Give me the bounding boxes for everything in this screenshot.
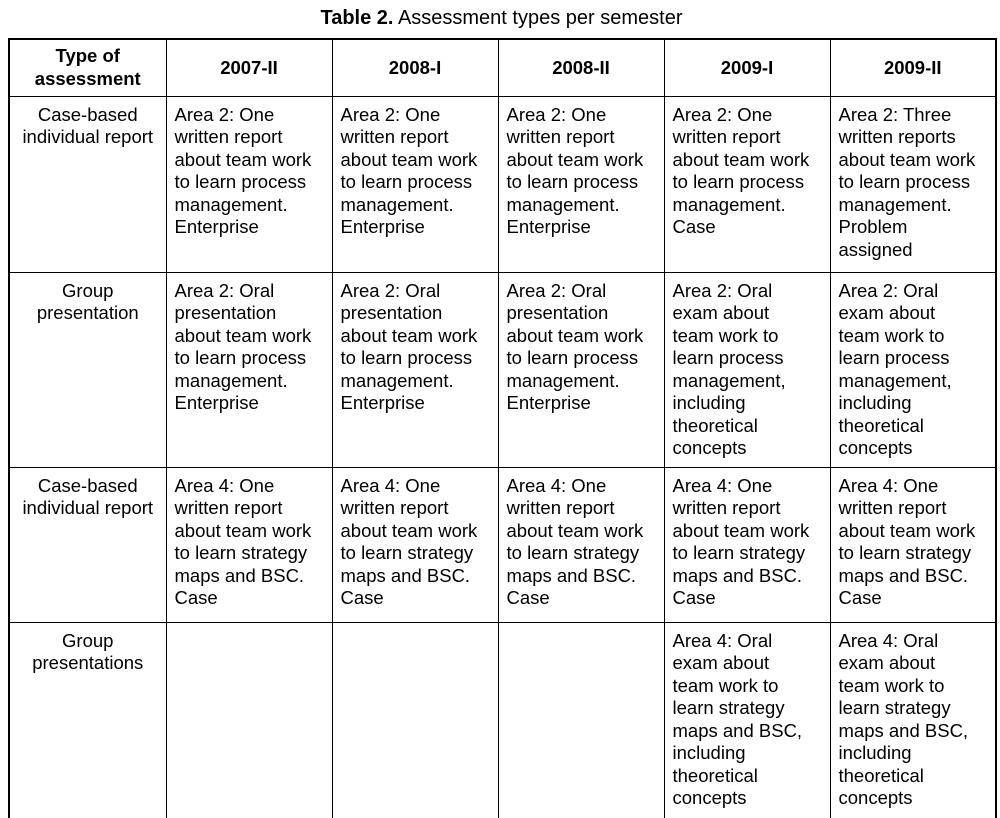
data-cell: Area 4: Oral exam about team work to learn strategy maps and BSC, including theoretical concepts: [830, 622, 996, 818]
data-cell: Area 4: One written report about team work to learn strategy maps and BSC. Case: [498, 467, 664, 622]
table-caption: [8, 6, 995, 30]
data-cell: Area 4: One written report about team work to learn strategy maps and BSC. Case: [830, 467, 996, 622]
data-cell: Area 4: One written report about team work to learn strategy maps and BSC. Case: [166, 467, 332, 622]
data-cell: Area 2: Oral presentation about team work to learn process management. Enterprise: [332, 272, 498, 467]
assessment-table: [8, 38, 997, 818]
table-row-case-based-individual-report-2: [9, 467, 996, 622]
data-cell: Area 4: One written report about team work to learn strategy maps and BSC. Case: [664, 467, 830, 622]
data-cell: Area 2: Three written reports about team work to learn process management. Problem assigned: [830, 96, 996, 272]
header-cell-2009-ii: 2009-II: [830, 39, 996, 96]
data-cell: Area 2: One written report about team work to learn process management. Enterprise: [166, 96, 332, 272]
data-cell: Area 2: One written report about team work to learn process management. Case: [664, 96, 830, 272]
data-cell: Area 4: Oral exam about team work to learn strategy maps and BSC, including theoretical concepts: [664, 622, 830, 818]
header-row: [9, 39, 996, 96]
table-caption-label: Table 2.: [320, 7, 394, 29]
data-cell: Area 2: Oral presentation about team work to learn process management. Enterprise: [166, 272, 332, 467]
header-cell-2008-ii: 2008-II: [498, 39, 664, 96]
table-row-case-based-individual-report-1: [9, 96, 996, 272]
table-caption-text: Assessment types per semester: [393, 7, 683, 29]
table-row-group-presentation: [9, 272, 996, 467]
header-cell-2007-ii: 2007-II: [166, 39, 332, 96]
row-label-cell: Case-based individual report: [9, 96, 166, 272]
data-cell: Area 2: One written report about team work to learn process management. Enterprise: [498, 96, 664, 272]
data-cell: Area 2: Oral exam about team work to learn process management, including theoretical concepts: [830, 272, 996, 467]
data-cell: Area 2: One written report about team work to learn process management. Enterprise: [332, 96, 498, 272]
table-row-group-presentations: [9, 622, 996, 818]
data-cell: Area 4: One written report about team work to learn strategy maps and BSC. Case: [332, 467, 498, 622]
header-cell-type-of-assessment: Type of assessment: [9, 39, 166, 96]
data-cell: Area 2: Oral exam about team work to learn process management, including theoretical concepts: [664, 272, 830, 467]
data-cell-empty: [498, 622, 664, 818]
row-label-cell: Group presentations: [9, 622, 166, 818]
data-cell-empty: [332, 622, 498, 818]
header-cell-2008-i: 2008-I: [332, 39, 498, 96]
data-cell: Area 2: Oral presentation about team work to learn process management. Enterprise: [498, 272, 664, 467]
data-cell-empty: [166, 622, 332, 818]
row-label-cell: Case-based individual report: [9, 467, 166, 622]
row-label-cell: Group presentation: [9, 272, 166, 467]
header-cell-2009-i: 2009-I: [664, 39, 830, 96]
